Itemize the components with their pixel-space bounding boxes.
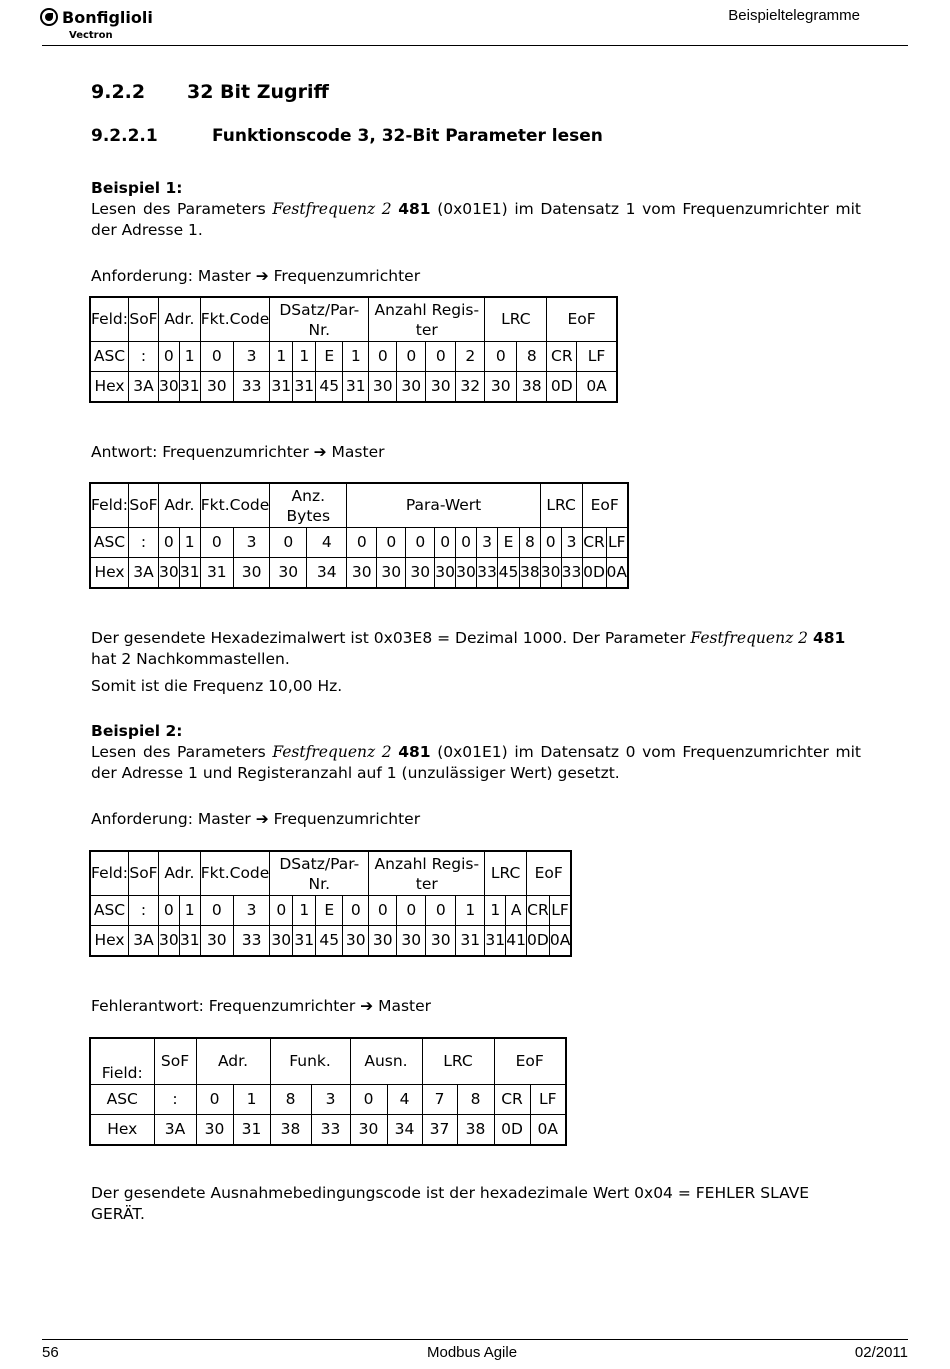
table-cell: 1 [179, 896, 200, 926]
table-cell: 0A [530, 1115, 566, 1146]
table-cell: 0 [270, 528, 307, 558]
table-cell: 3 [561, 528, 582, 558]
parameter-number: 481 [398, 743, 431, 761]
table-cell: 30 [397, 372, 426, 403]
table-cell: 30 [158, 372, 179, 403]
table-cell: A [506, 896, 527, 926]
footer-date: 02/2011 [854, 1344, 908, 1361]
table-cell: 31 [456, 926, 485, 957]
header-cell: LRC [485, 851, 527, 896]
header-cell: DSatz/Par-Nr. [270, 851, 369, 896]
table-cell: 30 [435, 558, 456, 589]
table-cell: 0 [456, 528, 477, 558]
table-cell: 30 [456, 558, 477, 589]
example-2-description [91, 742, 861, 784]
table-cell: 0D [582, 558, 606, 589]
table-cell: 38 [270, 1115, 311, 1146]
table-cell: CR [494, 1085, 530, 1115]
header-cell: Adr. [158, 297, 200, 342]
table-cell: 31 [343, 372, 369, 403]
table-cell: 30 [397, 926, 426, 957]
table-cell: 0 [200, 896, 233, 926]
table-cell: LF [606, 528, 628, 558]
header-cell: Adr. [196, 1038, 270, 1085]
example-1-request-label: Anforderung: Master ➔ Frequenzumrichter [91, 267, 421, 285]
table-cell: 0A [549, 926, 571, 957]
header-cell: SoF [128, 297, 158, 342]
table-cell: 31 [179, 372, 200, 403]
header-cell: Fkt.Code [200, 483, 270, 528]
table-cell: 1 [456, 896, 485, 926]
table-cell: 1 [179, 342, 200, 372]
table-cell: 34 [307, 558, 347, 589]
table-row [90, 342, 617, 372]
table-cell: 0 [350, 1085, 387, 1115]
page-number: 56 [42, 1344, 59, 1361]
example-1-frequency: Somit ist die Frequenz 10,00 Hz. [91, 677, 343, 695]
header-cell: Anz. Bytes [270, 483, 347, 528]
table-cell: ASC [90, 1085, 154, 1115]
table-cell: 30 [406, 558, 435, 589]
table-cell: 0 [377, 528, 406, 558]
logo-brand: Bonfiglioli [62, 8, 153, 27]
table-cell: 33 [311, 1115, 350, 1146]
table-cell: 38 [517, 372, 547, 403]
table-cell: 3 [311, 1085, 350, 1115]
table-cell: 33 [477, 558, 498, 589]
header-cell: EoF [547, 297, 617, 342]
header-cell: EoF [582, 483, 628, 528]
table-cell: 8 [457, 1085, 494, 1115]
example-2-request-label: Anforderung: Master ➔ Frequenzumrichter [91, 810, 421, 828]
table-cell: CR [527, 896, 550, 926]
table-cell: 31 [233, 1115, 270, 1146]
table-cell: 0 [158, 528, 179, 558]
text: Der gesendete Hexadezimalwert ist 0x03E8 = Dezimal 1000. Der Parameter [91, 629, 691, 647]
header-cell: LRC [540, 483, 582, 528]
parameter-name: Festfrequenz 2 [690, 629, 809, 647]
subsection-number: 9.2.2.1 [91, 126, 158, 146]
table-cell: 30 [158, 926, 179, 957]
table-row [90, 926, 571, 957]
table-cell: 4 [307, 528, 347, 558]
table-cell: 30 [196, 1115, 233, 1146]
header-cell: EoF [527, 851, 572, 896]
table-row [90, 1115, 566, 1146]
table-cell: LF [549, 896, 571, 926]
header-cell: Fkt.Code [200, 851, 270, 896]
table-cell: 2 [456, 342, 485, 372]
table-cell: 0 [369, 342, 397, 372]
header-cell: Ausn. [350, 1038, 422, 1085]
table-header-row [90, 1038, 566, 1085]
table-cell: 0D [527, 926, 550, 957]
table-cell: : [154, 1085, 196, 1115]
table-cell: ASC [90, 528, 128, 558]
header-cell: LRC [485, 297, 547, 342]
footer-rule [42, 1339, 908, 1340]
table-cell: 30 [485, 372, 517, 403]
header-cell: Anzahl Regis-ter [369, 297, 485, 342]
subsection-heading [91, 126, 603, 146]
header-cell: SoF [128, 483, 158, 528]
table-cell: ASC [90, 896, 128, 926]
header-cell: Adr. [158, 851, 200, 896]
table-cell: 3A [128, 558, 158, 589]
example-1-label: Beispiel 1: [91, 179, 183, 197]
table-cell: 30 [270, 926, 293, 957]
header-cell: LRC [422, 1038, 494, 1085]
table-cell: 37 [422, 1115, 457, 1146]
table-cell: 30 [350, 1115, 387, 1146]
table-cell: : [128, 342, 158, 372]
table-cell: CR [582, 528, 606, 558]
example-2-error-label: Fehlerantwort: Frequenzumrichter ➔ Master [91, 997, 432, 1015]
header-cell: Funk. [270, 1038, 350, 1085]
table-cell: 0 [397, 896, 426, 926]
table-cell: LF [530, 1085, 566, 1115]
table-cell: : [128, 528, 158, 558]
text: Lesen des Parameters [91, 200, 273, 218]
table-cell: 1 [293, 342, 316, 372]
table-cell: LF [577, 342, 617, 372]
table-cell: 31 [270, 372, 293, 403]
table-cell: 8 [517, 342, 547, 372]
table-cell: 31 [293, 926, 316, 957]
example-2-error-table [89, 1037, 567, 1146]
header-cell: Adr. [158, 483, 200, 528]
table-cell: 0 [426, 896, 456, 926]
table-cell: 30 [233, 558, 269, 589]
table-cell: 0 [369, 896, 397, 926]
bonfiglioli-logo-icon [40, 8, 58, 26]
table-cell: 30 [343, 926, 369, 957]
table-cell: 7 [422, 1085, 457, 1115]
table-cell: 33 [233, 926, 269, 957]
example-1-description [91, 199, 861, 241]
table-cell: 3 [477, 528, 498, 558]
table-cell: 3 [233, 342, 269, 372]
parameter-name: Festfrequenz 2 [272, 743, 392, 761]
table-cell: 30 [158, 558, 179, 589]
table-row [90, 1085, 566, 1115]
table-cell: 0 [426, 342, 456, 372]
header-rule [42, 45, 908, 46]
table-cell: 0 [397, 342, 426, 372]
header-cell: SoF [154, 1038, 196, 1085]
table-cell: 1 [233, 1085, 270, 1115]
header-cell: SoF [128, 851, 158, 896]
table-cell: 0D [547, 372, 577, 403]
table-cell: 31 [179, 558, 200, 589]
table-cell: : [128, 896, 158, 926]
footer-document-title: Modbus Agile [427, 1344, 518, 1361]
table-cell: 8 [520, 528, 541, 558]
table-cell: 31 [293, 372, 316, 403]
table-cell: E [316, 896, 343, 926]
table-header-row [90, 851, 571, 896]
table-cell: 1 [485, 896, 506, 926]
table-cell: 45 [498, 558, 520, 589]
table-cell: 3A [154, 1115, 196, 1146]
table-cell: 1 [293, 896, 316, 926]
table-cell: Hex [90, 926, 128, 957]
table-cell: 0 [270, 896, 293, 926]
table-cell: CR [547, 342, 577, 372]
table-cell: 4 [387, 1085, 422, 1115]
table-cell: Hex [90, 1115, 154, 1146]
table-cell: 34 [387, 1115, 422, 1146]
parameter-number: 481 [812, 629, 846, 647]
table-cell: 3 [233, 528, 269, 558]
table-cell: 33 [561, 558, 582, 589]
header-cell: Feld: [90, 297, 128, 342]
table-header-row [90, 297, 617, 342]
section-title: 32 Bit Zugriff [187, 81, 329, 103]
example-1-request-table [89, 296, 618, 403]
table-cell: 0 [406, 528, 435, 558]
example-1-answer-label: Antwort: Frequenzumrichter ➔ Master [91, 443, 385, 461]
parameter-name: Festfrequenz 2 [272, 200, 392, 218]
table-cell: 30 [369, 926, 397, 957]
table-row [90, 528, 628, 558]
section-number: 9.2.2 [91, 81, 146, 103]
table-cell: 30 [369, 372, 397, 403]
table-cell: 30 [377, 558, 406, 589]
table-cell: Hex [90, 372, 128, 403]
example-2-closing: Der gesendete Ausnahmebedingungscode ist der hexadezimale Wert 0x04 = FEHLER SLAVE GERÄT. [91, 1184, 810, 1223]
table-header-row [90, 483, 628, 528]
table-cell: 0A [606, 558, 628, 589]
logo-sub: Vectron [69, 30, 113, 41]
table-row [90, 896, 571, 926]
table-cell: 3 [233, 896, 269, 926]
header-title: Beispieltelegramme [728, 7, 860, 24]
table-cell: 31 [179, 926, 200, 957]
header-cell: DSatz/Par-Nr. [270, 297, 369, 342]
table-cell: 0 [343, 896, 369, 926]
table-cell: 30 [270, 558, 307, 589]
table-cell: 0 [158, 342, 179, 372]
subsection-title: Funktionscode 3, 32-Bit Parameter lesen [212, 126, 603, 146]
table-row [90, 372, 617, 403]
table-cell: 30 [200, 372, 233, 403]
example-1-answer-table [89, 482, 629, 589]
table-cell: 30 [347, 558, 377, 589]
table-cell: 0D [494, 1115, 530, 1146]
table-cell: 0 [196, 1085, 233, 1115]
example-2-request-table [89, 850, 572, 957]
table-cell: 45 [316, 372, 343, 403]
table-cell: 30 [200, 926, 233, 957]
text: (0x01E1) im Datensatz 0 vom Frequenzumrichter mit der Adresse 1 und Registeranzahl auf 1 (unzulässiger Wert) gesetzt. [91, 743, 861, 782]
text: Lesen des Parameters [91, 743, 273, 761]
header-cell: Feld: [90, 483, 128, 528]
table-cell: 8 [270, 1085, 311, 1115]
table-cell: 38 [457, 1115, 494, 1146]
parameter-number: 481 [398, 200, 431, 218]
table-cell: ASC [90, 342, 128, 372]
table-cell: E [498, 528, 520, 558]
table-cell: Hex [90, 558, 128, 589]
table-cell: 3A [128, 926, 158, 957]
header-cell: EoF [494, 1038, 566, 1085]
table-cell: 32 [456, 372, 485, 403]
section-heading [91, 81, 329, 103]
table-cell: 3A [128, 372, 158, 403]
table-cell: 1 [179, 528, 200, 558]
table-cell: 0 [435, 528, 456, 558]
table-cell: 1 [343, 342, 369, 372]
table-cell: 30 [540, 558, 561, 589]
example-1-result [91, 628, 861, 670]
text: hat 2 Nachkommastellen. [91, 650, 290, 668]
table-cell: 1 [270, 342, 293, 372]
table-cell: 0 [200, 528, 233, 558]
header-cell: Feld: [90, 851, 128, 896]
table-cell: 33 [233, 372, 269, 403]
table-cell: 0 [158, 896, 179, 926]
table-cell: 31 [485, 926, 506, 957]
table-cell: 0 [200, 342, 233, 372]
header-cell: Anzahl Regis-ter [369, 851, 485, 896]
header-cell: Field: [90, 1038, 154, 1085]
table-row [90, 558, 628, 589]
table-cell: 30 [426, 926, 456, 957]
table-cell: 45 [316, 926, 343, 957]
table-cell: E [316, 342, 343, 372]
table-cell: 38 [520, 558, 541, 589]
table-cell: 30 [426, 372, 456, 403]
table-cell: 0A [577, 372, 617, 403]
table-cell: 0 [540, 528, 561, 558]
table-cell: 0 [485, 342, 517, 372]
text: (0x01E1) im Datensatz 1 vom Frequenzumrichter mit der Adresse 1. [91, 200, 861, 239]
header-cell: Para-Wert [347, 483, 540, 528]
example-2-label: Beispiel 2: [91, 722, 183, 740]
header-cell: Fkt.Code [200, 297, 270, 342]
table-cell: 31 [200, 558, 233, 589]
table-cell: 0 [347, 528, 377, 558]
table-cell: 41 [506, 926, 527, 957]
